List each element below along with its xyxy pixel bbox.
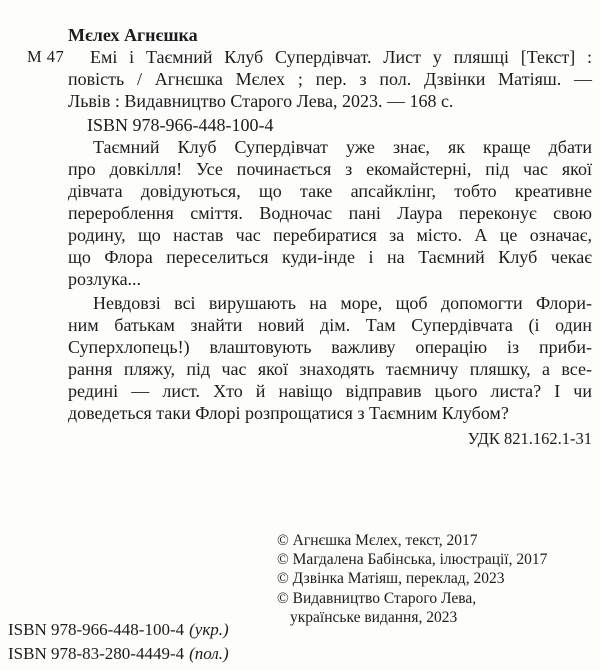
text-line: дівчата довідуються, що таке апсайклінг, тобто креативне xyxy=(68,181,592,201)
isbn-ukrainian xyxy=(8,618,229,642)
header-block xyxy=(68,24,592,136)
isbn-main: ISBN 978-966-448-100-4 xyxy=(87,115,274,135)
isbn-footer-block xyxy=(8,618,229,666)
text-line: Невдовзі всі вирушають на море, щоб допомогти Флори- xyxy=(93,293,592,313)
isbn-polish-lang: (пол.) xyxy=(189,644,229,663)
text-line: Таємний Клуб Супердівчат уже знає, як краще дбати xyxy=(93,137,592,157)
isbn-ukrainian-lang: (укр.) xyxy=(189,620,229,639)
isbn-ukrainian-code: ISBN 978-966-448-100-4 xyxy=(8,620,185,639)
annotation-block xyxy=(68,136,592,424)
text-line: повість / Агнєшка Мєлех ; пер. з пол. Дзвінки Матіяш. — xyxy=(68,69,592,89)
annotation-paragraph-2 xyxy=(68,292,592,424)
text-line: розлука... xyxy=(68,269,142,289)
classification-code: М 47 xyxy=(27,47,65,66)
text-line: рання пляжу, під час якої знаходять таємничу пляшку, а все- xyxy=(68,359,592,379)
text-line: Емі і Таємний Клуб Супердівчат. Лист у пляшці [Текст] : xyxy=(90,47,592,67)
text-line: доведеться таки Флорі розпрощатися з Таємним Клубом? xyxy=(68,403,509,423)
text-line: редині — лист. Хто й навіщо відправив цього листа? І чи xyxy=(68,381,592,401)
text-line: українське видання, 2023 xyxy=(290,608,458,626)
author-heading: Мєлех Агнєшка xyxy=(68,25,198,45)
text-line: © Дзвінка Матіяш, переклад, 2023 xyxy=(277,570,505,588)
annotation-paragraph-1 xyxy=(68,136,592,290)
text-line: ним батькам знайти новий дім. Там Супердівчата (і один xyxy=(68,315,592,335)
copyright-block xyxy=(277,531,547,627)
text-line: © Агнєшка Мєлех, текст, 2017 xyxy=(277,532,478,549)
text-line: © Видавництво Старого Лева, xyxy=(277,589,477,607)
isbn-polish xyxy=(8,642,229,666)
isbn-polish-code: ISBN 978-83-280-4449-4 xyxy=(8,644,185,663)
text-line: © Магдалена Бабінська, ілюстрації, 2017 xyxy=(277,551,548,569)
udc-code: УДК 821.162.1-31 xyxy=(467,429,592,448)
text-line: про довкілля! Усе починається з екомайстерні, під час якої xyxy=(68,159,592,179)
text-line: перероблення сміття. Водночас пані Лаура переконує свою xyxy=(68,203,592,223)
text-line: родину, що настав час перебиратися за місто. А це означає, xyxy=(68,225,592,245)
text-line: що Флора переселиться куди-інде і на Таємний Клуб чекає xyxy=(68,247,592,267)
text-line: Суперхлопець!) влаштовують важливу операцію із приби- xyxy=(68,337,592,357)
text-line: Львів : Видавництво Старого Лева, 2023. — 168 с. xyxy=(68,91,454,111)
bibliographic-record xyxy=(68,46,592,112)
